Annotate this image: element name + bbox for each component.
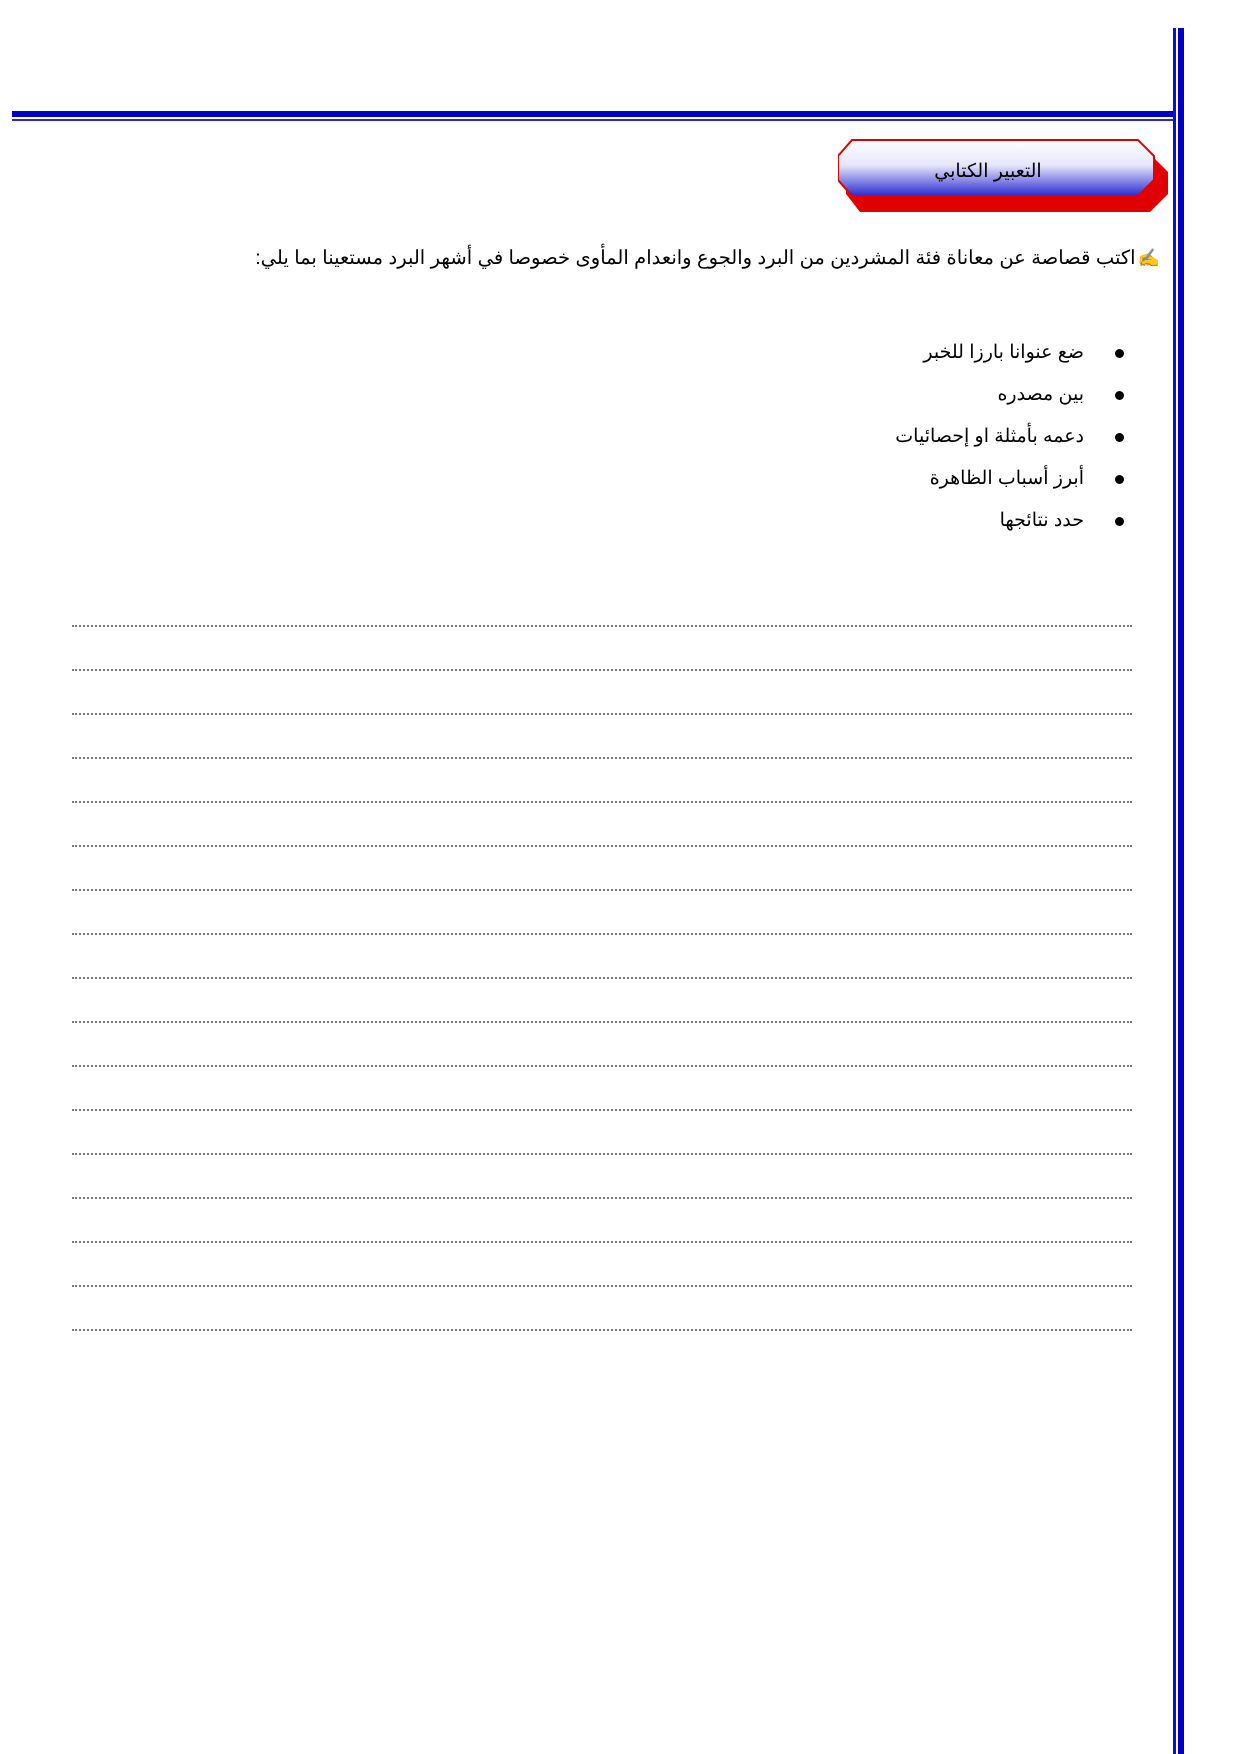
writing-line[interactable] <box>72 711 1132 715</box>
writing-line[interactable] <box>72 623 1132 627</box>
pen-writing-icon: ✍ <box>1137 248 1160 268</box>
writing-line[interactable] <box>72 667 1132 671</box>
writing-line[interactable] <box>72 1107 1132 1111</box>
page-border-right-thin <box>1173 28 1176 1754</box>
section-title-badge <box>838 138 1168 213</box>
list-item: حدد نتائجها <box>895 508 1124 550</box>
section-title: التعبير الكتابي <box>934 161 1042 182</box>
writing-line[interactable] <box>72 975 1132 979</box>
writing-line[interactable] <box>72 1327 1132 1331</box>
writing-line[interactable] <box>72 931 1132 935</box>
bullet-icon <box>1115 475 1124 484</box>
writing-line[interactable] <box>72 1151 1132 1155</box>
instructions-list <box>895 340 1124 550</box>
writing-line[interactable] <box>72 1283 1132 1287</box>
header-rule-secondary <box>12 119 1173 121</box>
prompt-text: اكتب قصاصة عن معاناة فئة المشردين من البرد والجوع وانعدام المأوى خصوصا في أشهر البرد مستعينا بما يلي: <box>255 247 1136 269</box>
bullet-icon <box>1115 391 1124 400</box>
writing-lines[interactable] <box>72 623 1132 1371</box>
list-item: أبرز أسباب الظاهرة <box>895 466 1124 508</box>
list-item: بين مصدره <box>895 382 1124 424</box>
writing-line[interactable] <box>72 887 1132 891</box>
header-rule <box>12 111 1173 117</box>
exercise-prompt <box>100 238 1160 279</box>
page-border-right-thick <box>1178 28 1184 1754</box>
writing-line[interactable] <box>72 1195 1132 1199</box>
writing-line[interactable] <box>72 799 1132 803</box>
writing-line[interactable] <box>72 755 1132 759</box>
bullet-icon <box>1115 433 1124 442</box>
list-item: ضع عنوانا بارزا للخبر <box>895 340 1124 382</box>
writing-line[interactable] <box>72 1063 1132 1067</box>
writing-line[interactable] <box>72 843 1132 847</box>
bullet-icon <box>1115 349 1124 358</box>
bullet-icon <box>1115 517 1124 526</box>
list-item: دعمه بأمثلة او إحصائيات <box>895 424 1124 466</box>
writing-line[interactable] <box>72 1239 1132 1243</box>
writing-line[interactable] <box>72 1019 1132 1023</box>
